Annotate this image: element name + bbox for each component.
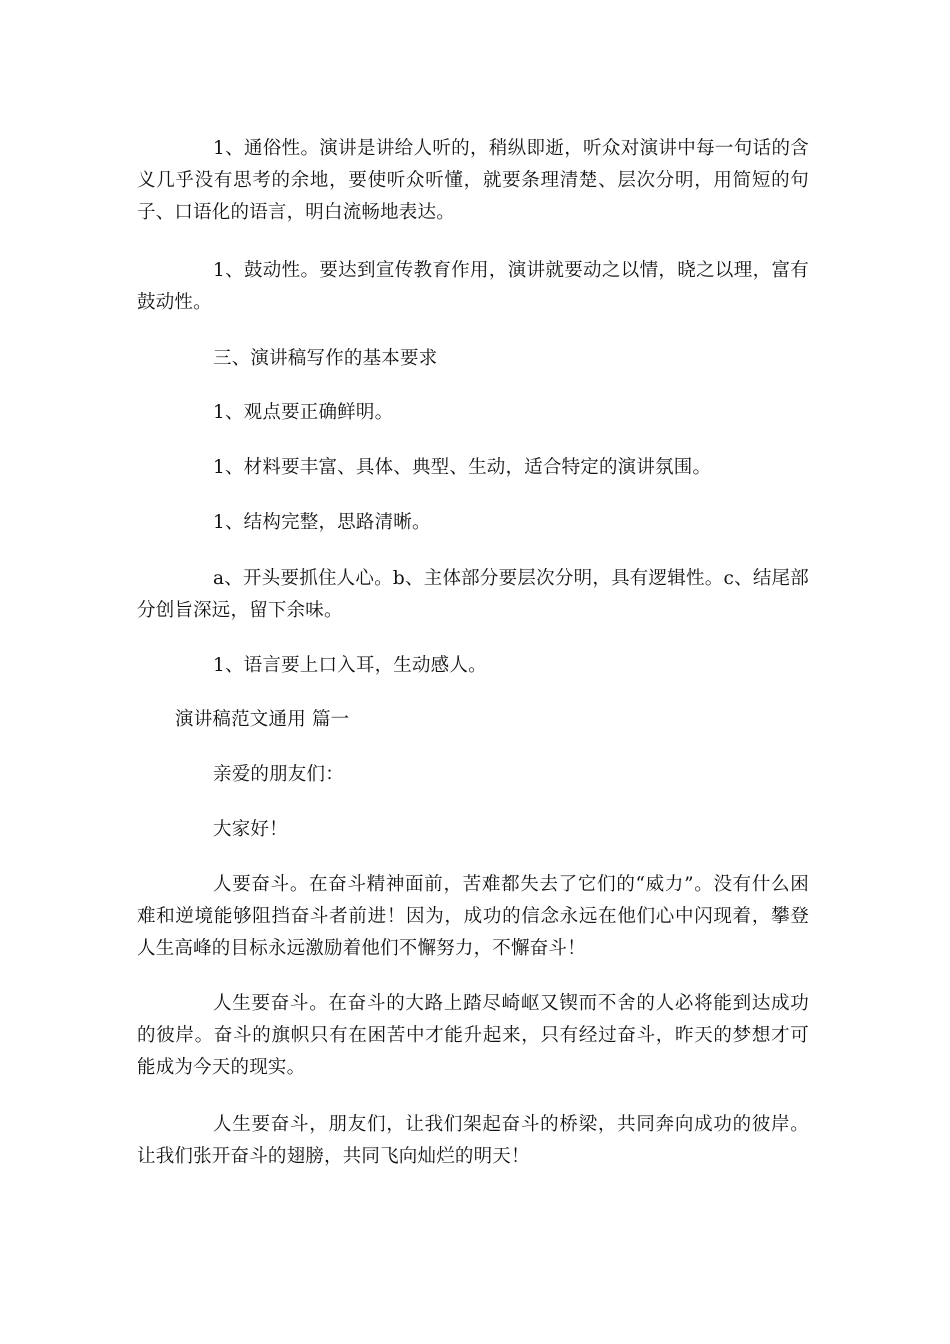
paragraph-material: 1、材料要丰富、具体、典型、生动，适合特定的演讲氛围。: [213, 457, 712, 478]
section-heading-requirements: 三、演讲稿写作的基本要求: [213, 348, 438, 369]
paragraph-viewpoint: 1、观点要正确鲜明。: [213, 402, 394, 423]
paragraph-struggle-1: 人要奋斗。在奋斗精神面前，苦难都失去了它们的“威力”。没有什么困难和逆境能够阻挡奋斗者前进！因为，成功的信念永远在他们心中闪现着，攀登人生高峰的目标永远激励着他们不懈努力，不懈奋斗！: [137, 874, 809, 959]
paragraph-inspiring: 1、鼓动性。要达到宣传教育作用，演讲就要动之以情，晓之以理，富有鼓动性。: [137, 260, 809, 313]
paragraph-language: 1、语言要上口入耳，生动感人。: [213, 655, 487, 676]
essay-title: 演讲稿范文通用 篇一: [175, 709, 350, 730]
paragraph-structure: 1、结构完整，思路清晰。: [213, 512, 431, 533]
paragraph-popularity: 1、通俗性。演讲是讲给人听的，稍纵即逝，听众对演讲中每一句话的含义几乎没有思考的余地，要使听众听懂，就要条理清楚、层次分明，用简短的句子、口语化的语言，明白流畅地表达。: [137, 138, 809, 223]
greeting: 大家好！: [213, 819, 288, 840]
paragraph-structure-details: a、开头要抓住人心。b、主体部分要层次分明，具有逻辑性。c、结尾部分创旨深远，留下余味。: [137, 568, 809, 621]
salutation: 亲爱的朋友们：: [213, 764, 344, 785]
paragraph-struggle-3: 人生要奋斗，朋友们，让我们架起奋斗的桥梁，共同奔向成功的彼岸。让我们张开奋斗的翅膀，共同飞向灿烂的明天！: [137, 1114, 809, 1167]
paragraph-struggle-2: 人生要奋斗。在奋斗的大路上踏尽崎岖又锲而不舍的人必将能到达成功的彼岸。奋斗的旗帜只有在困苦中才能升起来，只有经过奋斗，昨天的梦想才可能成为今天的现实。: [137, 993, 809, 1078]
